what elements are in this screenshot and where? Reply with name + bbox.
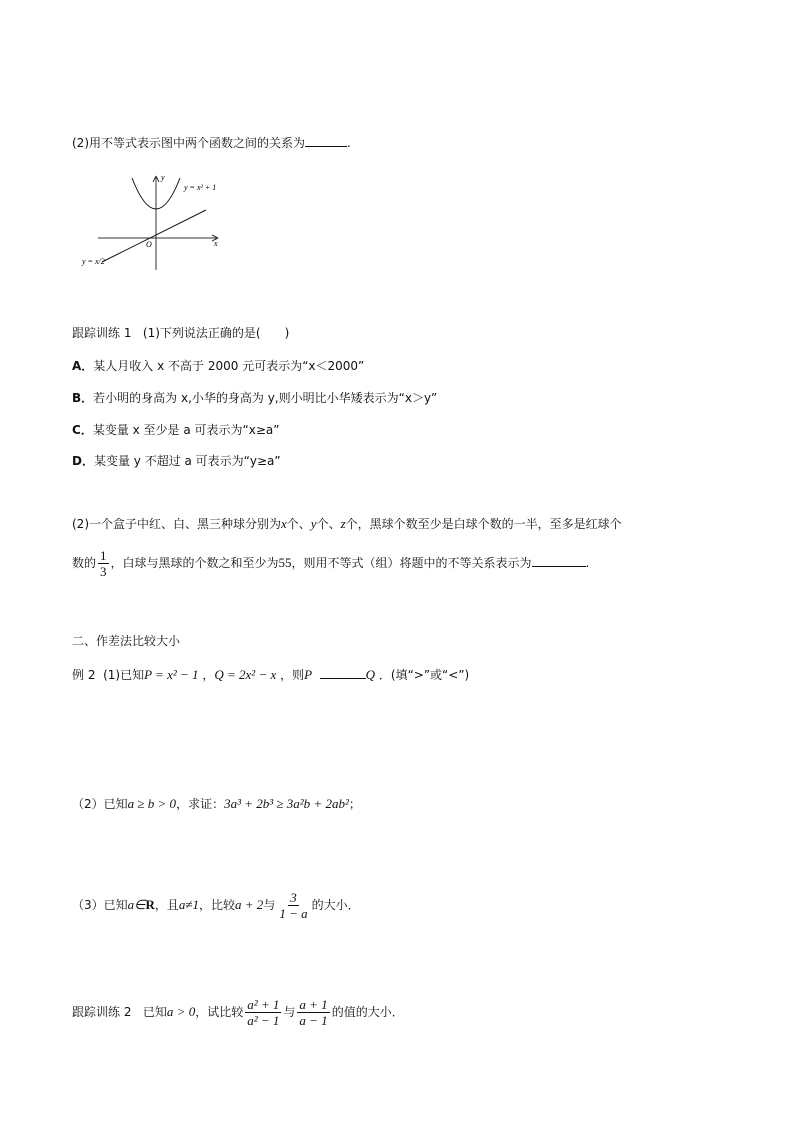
- option-text: 若小明的身高为 x,小华的身高为 y,则小明比小华矮表示为“x＞y”: [93, 391, 438, 405]
- answer-blank[interactable]: [320, 666, 366, 679]
- option-b[interactable]: [72, 390, 437, 406]
- inequality-expression: 3a³ + 2b³ ≥ 3a²b + 2ab²: [224, 796, 349, 811]
- training-1-header: [72, 325, 289, 341]
- fraction-numerator: 1: [100, 548, 107, 563]
- fraction-denominator: 3: [100, 564, 107, 579]
- curve-label: y = x² + 1: [184, 183, 217, 192]
- fraction-denominator: a − 1: [299, 1013, 328, 1028]
- Q-expression: Q = 2x² − x: [214, 667, 277, 682]
- ex2-text: ，则: [280, 668, 305, 682]
- part-label: （2）已知: [72, 797, 128, 811]
- training-2-heading: 跟踪训练 2: [72, 1005, 132, 1019]
- answer-blank[interactable]: [305, 134, 347, 147]
- condition: a≠1: [178, 897, 200, 912]
- question-2-line: [72, 134, 351, 151]
- training-1-heading: 跟踪训练 1: [72, 326, 132, 340]
- P-symbol: P: [304, 667, 313, 682]
- function-graph: [78, 170, 238, 280]
- line-label: y = x/2: [82, 257, 105, 266]
- option-letter: C．: [72, 423, 93, 437]
- option-d[interactable]: [72, 453, 281, 469]
- fraction-denominator: a² − 1: [247, 1013, 280, 1028]
- fraction-denominator: 1 − a: [279, 906, 308, 921]
- period: .: [347, 136, 351, 150]
- Q-symbol: Q: [365, 667, 376, 682]
- example-label: 例 2: [72, 668, 96, 682]
- q2-text: ，则用不等式（组）将题中的不等关系表示为: [291, 556, 532, 570]
- line-y-x-over-2: [102, 210, 206, 262]
- number-55: 55: [278, 555, 292, 570]
- compare-text: ，比较: [199, 898, 236, 912]
- option-text: 某变量 x 至少是 a 可表示为“x≥a”: [92, 423, 280, 437]
- condition: a ≥ b > 0: [127, 796, 177, 811]
- option-c[interactable]: [72, 422, 279, 438]
- option-letter: D．: [72, 454, 94, 468]
- with-text: 与: [263, 898, 276, 912]
- training-1-q2-line2: [72, 548, 589, 579]
- fraction-2: [297, 997, 329, 1028]
- training-2-line: [72, 995, 404, 1029]
- example-2-part-2: [72, 796, 361, 812]
- with-text: 与: [283, 1005, 296, 1019]
- fraction-numerator: a² + 1: [247, 997, 280, 1012]
- q2-text: ，白球与黑球的个数之和至少为: [110, 556, 279, 570]
- end-text: 的值的大小．: [331, 1005, 404, 1019]
- part-label: （3）已知: [72, 898, 128, 912]
- question-2-text: (2)用不等式表示图中两个函数之间的关系为: [72, 136, 305, 150]
- condition: a∈: [127, 897, 146, 912]
- ex2-text: (1)已知: [103, 668, 145, 682]
- fraction-1: [245, 997, 281, 1028]
- option-a[interactable]: [72, 358, 364, 374]
- section-2-heading: 二、作差法比较大小: [72, 634, 181, 648]
- fraction-one-third: [98, 548, 109, 579]
- P-expression: P = x² − 1: [144, 667, 199, 682]
- semicolon: ；: [348, 797, 361, 811]
- real-numbers-symbol: R: [145, 897, 155, 912]
- fraction-3-over-1-minus-a: [277, 890, 309, 921]
- var-x: x: [281, 516, 287, 531]
- option-letter: B．: [72, 391, 94, 405]
- y-axis-label: y: [161, 173, 165, 182]
- fraction-numerator: a + 1: [299, 997, 328, 1012]
- var-y: y: [310, 516, 317, 531]
- example-2-part-3: [72, 888, 360, 922]
- option-letter: A．: [72, 359, 94, 373]
- fraction-numerator: 3: [290, 890, 297, 905]
- expression: a + 2: [235, 897, 264, 912]
- x-axis-label: x: [214, 239, 218, 248]
- training-1-q2-line1: [72, 516, 622, 532]
- and-text: ，且: [154, 898, 179, 912]
- q2-text: 数的: [72, 556, 97, 570]
- condition: a > 0: [166, 1004, 196, 1019]
- known-text: 已知: [142, 1005, 167, 1019]
- prove-text: ，求证：: [176, 797, 225, 811]
- option-text: 某人月收入 x 不高于 2000 元可表示为“x＜2000”: [93, 359, 365, 373]
- compare-text: ，试比较: [195, 1005, 244, 1019]
- origin-label: O: [146, 240, 152, 249]
- option-text: 某变量 y 不超过 a 可表示为“y≥a”: [93, 454, 281, 468]
- q2-text: 个，黑球个数至少是白球个数的一半，至多是红球个: [345, 517, 622, 531]
- var-z: z: [340, 516, 346, 531]
- fill-instruction: ．(填“>”或“<”): [378, 668, 470, 682]
- comma: ，: [202, 668, 215, 682]
- end-text: 的大小．: [311, 898, 360, 912]
- separator: 个、: [286, 517, 311, 531]
- separator: 个、: [316, 517, 341, 531]
- q2-text: (2)一个盒子中红、白、黑三种球分别为: [72, 517, 281, 531]
- answer-blank[interactable]: [532, 554, 586, 567]
- example-2-part-1: [72, 666, 469, 683]
- training-1-question: (1)下列说法正确的是( ): [142, 326, 290, 340]
- period: .: [585, 556, 590, 570]
